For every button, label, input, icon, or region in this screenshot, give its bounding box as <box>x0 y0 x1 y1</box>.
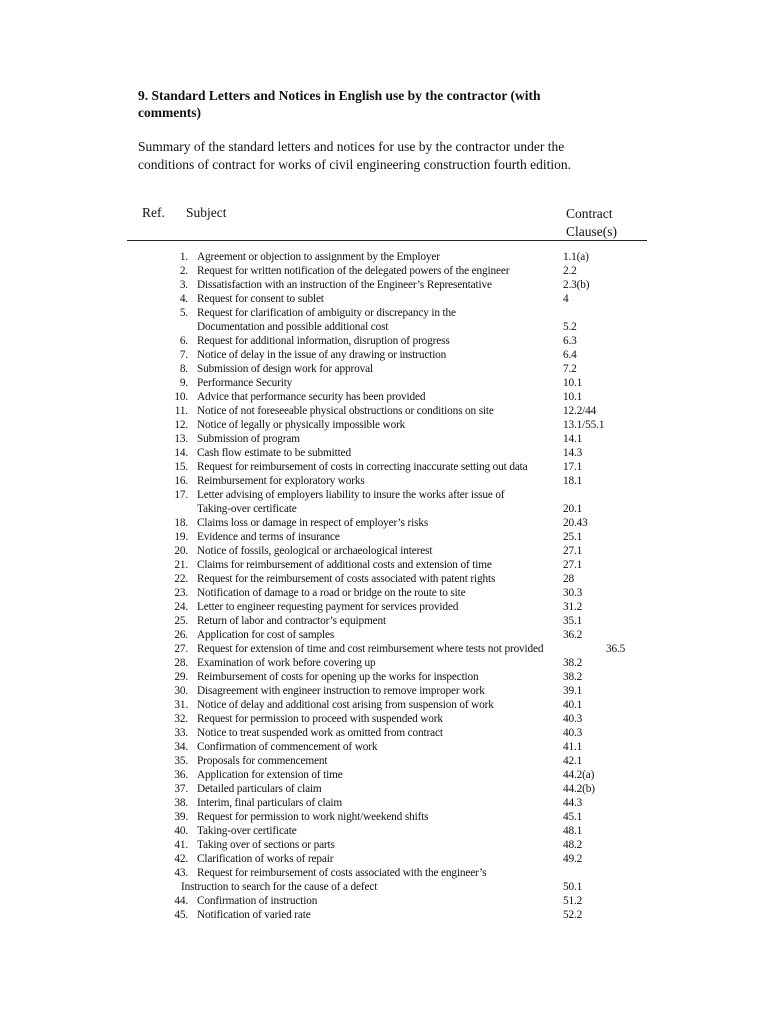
item-number: 13. <box>174 433 188 445</box>
item-subject: Request for consent to sublet <box>197 293 324 305</box>
item-clause: 31.2 <box>563 601 583 613</box>
item-subject: Claims for reimbursement of additional costs and extension of time <box>197 559 492 571</box>
item-number: 33. <box>174 727 188 739</box>
item-clause: 44.2(b) <box>563 783 595 795</box>
list-item <box>150 712 630 726</box>
item-subject: Examination of work before covering up <box>197 657 376 669</box>
item-number: 11. <box>174 405 188 417</box>
header-divider <box>127 240 647 241</box>
section-heading-line: 9. Standard Letters and Notices in English use by the contractor (with <box>138 88 541 103</box>
column-header-subject: Subject <box>186 205 227 220</box>
item-subject: Request for written notification of the delegated powers of the engineer <box>197 265 510 277</box>
list-item <box>150 446 630 460</box>
item-subject: Notice of not foreseeable physical obstructions or conditions on site <box>197 405 494 417</box>
item-number: 39. <box>174 811 188 823</box>
item-number: 4. <box>179 293 188 305</box>
column-header-clause <box>566 205 617 241</box>
item-clause: 25.1 <box>563 531 583 543</box>
list-item <box>150 600 630 614</box>
item-subject: Request for additional information, disruption of progress <box>197 335 450 347</box>
item-number: 15. <box>174 461 188 473</box>
item-subject: Reimbursement for exploratory works <box>197 475 365 487</box>
item-number: 7. <box>179 349 188 361</box>
item-subject: Dissatisfaction with an instruction of the Engineer’s Representative <box>197 279 492 291</box>
item-clause: 41.1 <box>563 741 583 753</box>
item-subject: Application for cost of samples <box>197 629 335 641</box>
list-item <box>150 810 630 824</box>
item-subject: Taking-over certificate <box>197 825 297 837</box>
item-clause: 14.3 <box>563 447 583 459</box>
list-item <box>150 418 630 432</box>
list-item <box>150 432 630 446</box>
item-number: 1. <box>179 251 188 263</box>
item-clause: 5.2 <box>563 321 577 333</box>
list-item <box>150 348 630 362</box>
item-clause: 30.3 <box>563 587 583 599</box>
item-clause: 51.2 <box>563 895 583 907</box>
letters-list <box>150 250 630 922</box>
list-item <box>150 754 630 768</box>
list-item <box>150 684 630 698</box>
list-item <box>150 894 630 908</box>
item-clause: 44.2(a) <box>563 769 595 781</box>
item-subject: Application for extension of time <box>197 769 343 781</box>
item-subject: Notice of fossils, geological or archaeological interest <box>197 545 433 557</box>
list-item <box>150 460 630 474</box>
item-number: 29. <box>174 671 188 683</box>
item-number: 23. <box>174 587 188 599</box>
item-clause: 40.1 <box>563 699 583 711</box>
item-clause: 10.1 <box>563 391 583 403</box>
item-clause: 14.1 <box>563 433 583 445</box>
list-item <box>150 516 630 530</box>
item-subject: Evidence and terms of insurance <box>197 531 340 543</box>
item-clause: 45.1 <box>563 811 583 823</box>
item-number: 27. <box>174 643 188 655</box>
item-subject: Cash flow estimate to be submitted <box>197 447 351 459</box>
item-clause: 44.3 <box>563 797 583 809</box>
list-item <box>150 782 630 796</box>
intro-line: conditions of contract for works of civil engineering construction fourth edition. <box>138 157 572 172</box>
item-subject: Notice of delay in the issue of any drawing or instruction <box>197 349 447 361</box>
list-item <box>150 250 630 264</box>
item-clause: 40.3 <box>563 727 583 739</box>
item-number: 19. <box>174 531 188 543</box>
item-number: 36. <box>174 769 188 781</box>
item-number: 24. <box>174 601 188 613</box>
item-number: 40. <box>174 825 188 837</box>
list-item <box>150 726 630 740</box>
item-number: 17. <box>174 489 188 501</box>
item-subject: Proposals for commencement <box>197 755 328 767</box>
item-clause: 13.1/55.1 <box>563 419 605 431</box>
list-item <box>150 334 630 348</box>
item-number: 35. <box>174 755 188 767</box>
item-subject: Submission of program <box>197 433 300 445</box>
item-number: 44. <box>174 895 188 907</box>
item-subject: Submission of design work for approval <box>197 363 373 375</box>
item-subject: Notification of varied rate <box>197 909 311 921</box>
item-clause: 20.43 <box>563 517 588 529</box>
item-clause: 6.3 <box>563 335 577 347</box>
item-clause: 50.1 <box>563 881 583 893</box>
item-subject: Notice to treat suspended work as omitted from contract <box>197 727 443 739</box>
item-number: 41. <box>174 839 188 851</box>
list-item <box>150 698 630 712</box>
item-number: 3. <box>179 279 188 291</box>
item-subject: Agreement or objection to assignment by the Employer <box>197 251 440 263</box>
item-number: 6. <box>179 335 188 347</box>
item-clause: 10.1 <box>563 377 583 389</box>
item-number: 8. <box>179 363 188 375</box>
list-item <box>150 866 630 880</box>
item-clause: 39.1 <box>563 685 583 697</box>
item-number: 45. <box>174 909 188 921</box>
list-item <box>150 642 630 656</box>
item-clause: 1.1(a) <box>563 251 589 263</box>
list-item <box>150 474 630 488</box>
item-subject: Letter advising of employers liability to insure the works after issue of <box>197 489 505 501</box>
item-subject: Request for the reimbursement of costs associated with patent rights <box>197 573 496 585</box>
item-subject-continued: Instruction to search for the cause of a defect <box>181 881 378 893</box>
item-subject: Notification of damage to a road or bridge on the route to site <box>197 587 466 599</box>
list-item-continuation <box>150 880 630 894</box>
item-number: 31. <box>174 699 188 711</box>
item-subject: Claims loss or damage in respect of employer’s risks <box>197 517 429 529</box>
item-subject: Request for reimbursement of costs associated with the engineer’s <box>197 867 487 879</box>
list-item <box>150 306 630 320</box>
item-number: 32. <box>174 713 188 725</box>
list-item-continuation <box>150 320 630 334</box>
item-clause: 36.5 <box>606 643 626 655</box>
item-number: 2. <box>179 265 188 277</box>
list-item <box>150 390 630 404</box>
list-item <box>150 544 630 558</box>
item-number: 38. <box>174 797 188 809</box>
list-item-continuation <box>150 502 630 516</box>
section-heading-line: comments) <box>138 105 201 120</box>
item-subject-continued: Documentation and possible additional cost <box>197 321 389 333</box>
item-subject: Request for clarification of ambiguity or discrepancy in the <box>197 307 456 319</box>
column-header-clause-line: Contract <box>566 206 613 221</box>
item-subject: Taking over of sections or parts <box>197 839 335 851</box>
item-number: 28. <box>174 657 188 669</box>
item-clause: 28 <box>563 573 574 585</box>
list-item <box>150 656 630 670</box>
item-number: 5. <box>179 307 188 319</box>
item-number: 12. <box>174 419 188 431</box>
item-subject: Request for reimbursement of costs in correcting inaccurate setting out data <box>197 461 528 473</box>
item-clause: 4 <box>563 293 569 305</box>
item-clause: 42.1 <box>563 755 583 767</box>
list-item <box>150 488 630 502</box>
item-clause: 48.1 <box>563 825 583 837</box>
item-clause: 12.2/44 <box>563 405 597 417</box>
item-number: 10. <box>174 391 188 403</box>
item-clause: 27.1 <box>563 559 583 571</box>
item-clause: 2.2 <box>563 265 577 277</box>
item-subject: Request for permission to work night/weekend shifts <box>197 811 429 823</box>
item-clause: 35.1 <box>563 615 583 627</box>
list-item <box>150 824 630 838</box>
item-clause: 18.1 <box>563 475 583 487</box>
item-clause: 6.4 <box>563 349 577 361</box>
item-clause: 38.2 <box>563 657 583 669</box>
list-item <box>150 586 630 600</box>
item-number: 9. <box>179 377 188 389</box>
item-clause: 52.2 <box>563 909 583 921</box>
list-item <box>150 404 630 418</box>
item-number: 25. <box>174 615 188 627</box>
item-clause: 20.1 <box>563 503 583 515</box>
list-item <box>150 852 630 866</box>
item-subject-continued: Taking-over certificate <box>197 503 297 515</box>
item-clause: 27.1 <box>563 545 583 557</box>
list-item <box>150 558 630 572</box>
item-subject: Detailed particulars of claim <box>197 783 322 795</box>
item-subject: Performance Security <box>197 377 293 389</box>
item-subject: Notice of legally or physically impossible work <box>197 419 406 431</box>
item-number: 26. <box>174 629 188 641</box>
column-header-clause-line: Clause(s) <box>566 224 617 239</box>
item-subject: Advice that performance security has been provided <box>197 391 426 403</box>
intro-paragraph <box>138 138 608 174</box>
list-item <box>150 530 630 544</box>
list-item <box>150 908 630 922</box>
item-subject: Letter to engineer requesting payment for services provided <box>197 601 459 613</box>
list-item <box>150 628 630 642</box>
item-subject: Disagreement with engineer instruction to remove improper work <box>197 685 485 697</box>
list-item <box>150 838 630 852</box>
section-heading <box>138 87 578 121</box>
item-number: 14. <box>174 447 188 459</box>
item-number: 18. <box>174 517 188 529</box>
item-number: 43. <box>174 867 188 879</box>
item-clause: 48.2 <box>563 839 583 851</box>
list-item <box>150 614 630 628</box>
item-clause: 40.3 <box>563 713 583 725</box>
list-item <box>150 796 630 810</box>
item-subject: Notice of delay and additional cost arising from suspension of work <box>197 699 494 711</box>
list-item <box>150 362 630 376</box>
item-number: 30. <box>174 685 188 697</box>
list-item <box>150 740 630 754</box>
list-item <box>150 292 630 306</box>
item-number: 37. <box>174 783 188 795</box>
item-clause: 49.2 <box>563 853 583 865</box>
item-subject: Reimbursement of costs for opening up the works for inspection <box>197 671 479 683</box>
item-subject: Request for extension of time and cost reimbursement where tests not provided <box>197 643 544 655</box>
item-number: 21. <box>174 559 188 571</box>
list-item <box>150 376 630 390</box>
item-subject: Request for permission to proceed with suspended work <box>197 713 443 725</box>
intro-line: Summary of the standard letters and notices for use by the contractor under the <box>138 139 565 154</box>
item-clause: 38.2 <box>563 671 583 683</box>
list-item <box>150 264 630 278</box>
item-clause: 36.2 <box>563 629 583 641</box>
item-number: 20. <box>174 545 188 557</box>
item-clause: 7.2 <box>563 363 577 375</box>
item-subject: Confirmation of instruction <box>197 895 318 907</box>
item-clause: 2.3(b) <box>563 279 590 291</box>
item-subject: Return of labor and contractor’s equipment <box>197 615 386 627</box>
list-item <box>150 670 630 684</box>
item-subject: Interim, final particulars of claim <box>197 797 343 809</box>
item-number: 34. <box>174 741 188 753</box>
item-number: 22. <box>174 573 188 585</box>
list-item <box>150 278 630 292</box>
item-clause: 17.1 <box>563 461 583 473</box>
item-subject: Confirmation of commencement of work <box>197 741 378 753</box>
item-number: 16. <box>174 475 188 487</box>
list-item <box>150 768 630 782</box>
item-subject: Clarification of works of repair <box>197 853 334 865</box>
column-header-ref: Ref. <box>142 205 165 220</box>
list-item <box>150 572 630 586</box>
item-number: 42. <box>174 853 188 865</box>
